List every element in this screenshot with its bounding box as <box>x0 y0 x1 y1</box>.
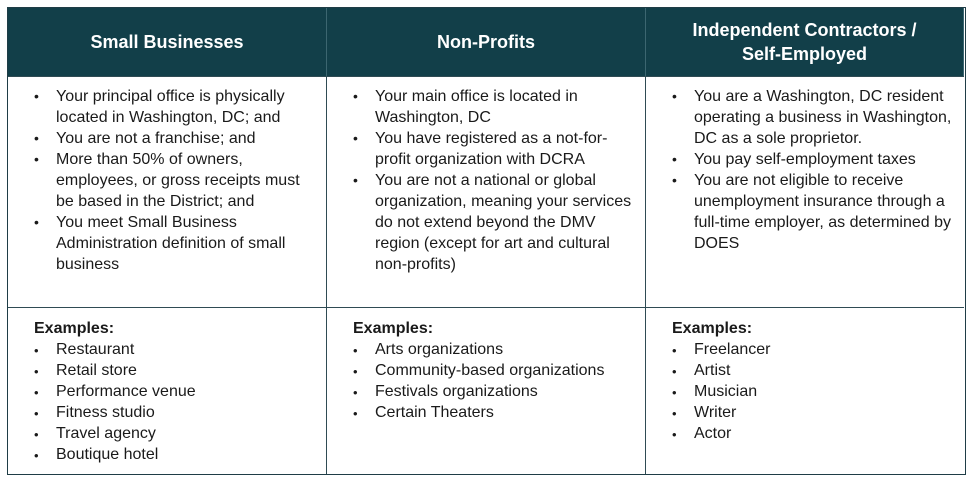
examples-title: Examples: <box>672 320 753 337</box>
header-small-businesses-label: Small Businesses <box>90 32 244 52</box>
example-item: • Restaurant <box>34 339 316 360</box>
header-non-profits <box>327 8 646 76</box>
example-item: • Performance venue <box>34 381 316 402</box>
header-independent-contractors-line1: Independent Contractors / <box>692 20 917 40</box>
small-businesses-criteria <box>8 76 327 307</box>
criteria-list <box>353 86 635 275</box>
criteria-item: • You have registered as a not-for-profit organization with DCRA <box>353 128 635 170</box>
criteria-item: • You are not a franchise; and <box>34 128 316 149</box>
criteria-item: • You are not a national or global organization, meaning your services do not extend beyond the DMV region (except for art and cultural non-profits) <box>353 170 635 275</box>
example-item: • Festivals organizations <box>353 381 635 402</box>
example-item: • Arts organizations <box>353 339 635 360</box>
criteria-item: • You pay self-employment taxes <box>672 149 954 170</box>
example-item: • Actor <box>672 423 954 444</box>
examples-list <box>34 339 316 465</box>
header-non-profits-label: Non-Profits <box>437 32 535 52</box>
small-businesses-examples <box>8 307 327 474</box>
criteria-item: • Your principal office is physically located in Washington, DC; and <box>34 86 316 128</box>
criteria-list <box>34 86 316 275</box>
header-independent-contractors-line2: Self-Employed <box>741 44 867 64</box>
example-item: • Boutique hotel <box>34 444 316 465</box>
non-profits-criteria <box>327 76 646 307</box>
header-small-businesses <box>8 8 327 76</box>
criteria-item: • You are not eligible to receive unemployment insurance through a full-time employer, as determined by DOES <box>672 170 954 254</box>
example-item: • Artist <box>672 360 954 381</box>
independent-contractors-criteria <box>646 76 964 307</box>
example-item: • Writer <box>672 402 954 423</box>
criteria-item: • Your main office is located in Washington, DC <box>353 86 635 128</box>
example-item: • Travel agency <box>34 423 316 444</box>
criteria-list <box>672 86 954 254</box>
example-item: • Retail store <box>34 360 316 381</box>
example-item: • Fitness studio <box>34 402 316 423</box>
examples-title: Examples: <box>353 320 434 337</box>
example-item: • Certain Theaters <box>353 402 635 423</box>
criteria-item: • You are a Washington, DC resident operating a business in Washington, DC as a sole proprietor. <box>672 86 954 149</box>
non-profits-examples <box>327 307 646 474</box>
examples-list <box>353 339 635 423</box>
example-item: • Musician <box>672 381 954 402</box>
example-item: • Freelancer <box>672 339 954 360</box>
criteria-item: • More than 50% of owners, employees, or gross receipts must be based in the District; and <box>34 149 316 212</box>
example-item: • Community-based organizations <box>353 360 635 381</box>
independent-contractors-examples <box>646 307 964 474</box>
examples-list <box>672 339 954 444</box>
criteria-item: • You meet Small Business Administration definition of small business <box>34 212 316 275</box>
eligibility-table <box>7 7 966 475</box>
examples-title: Examples: <box>34 320 115 337</box>
header-independent-contractors <box>646 8 964 76</box>
